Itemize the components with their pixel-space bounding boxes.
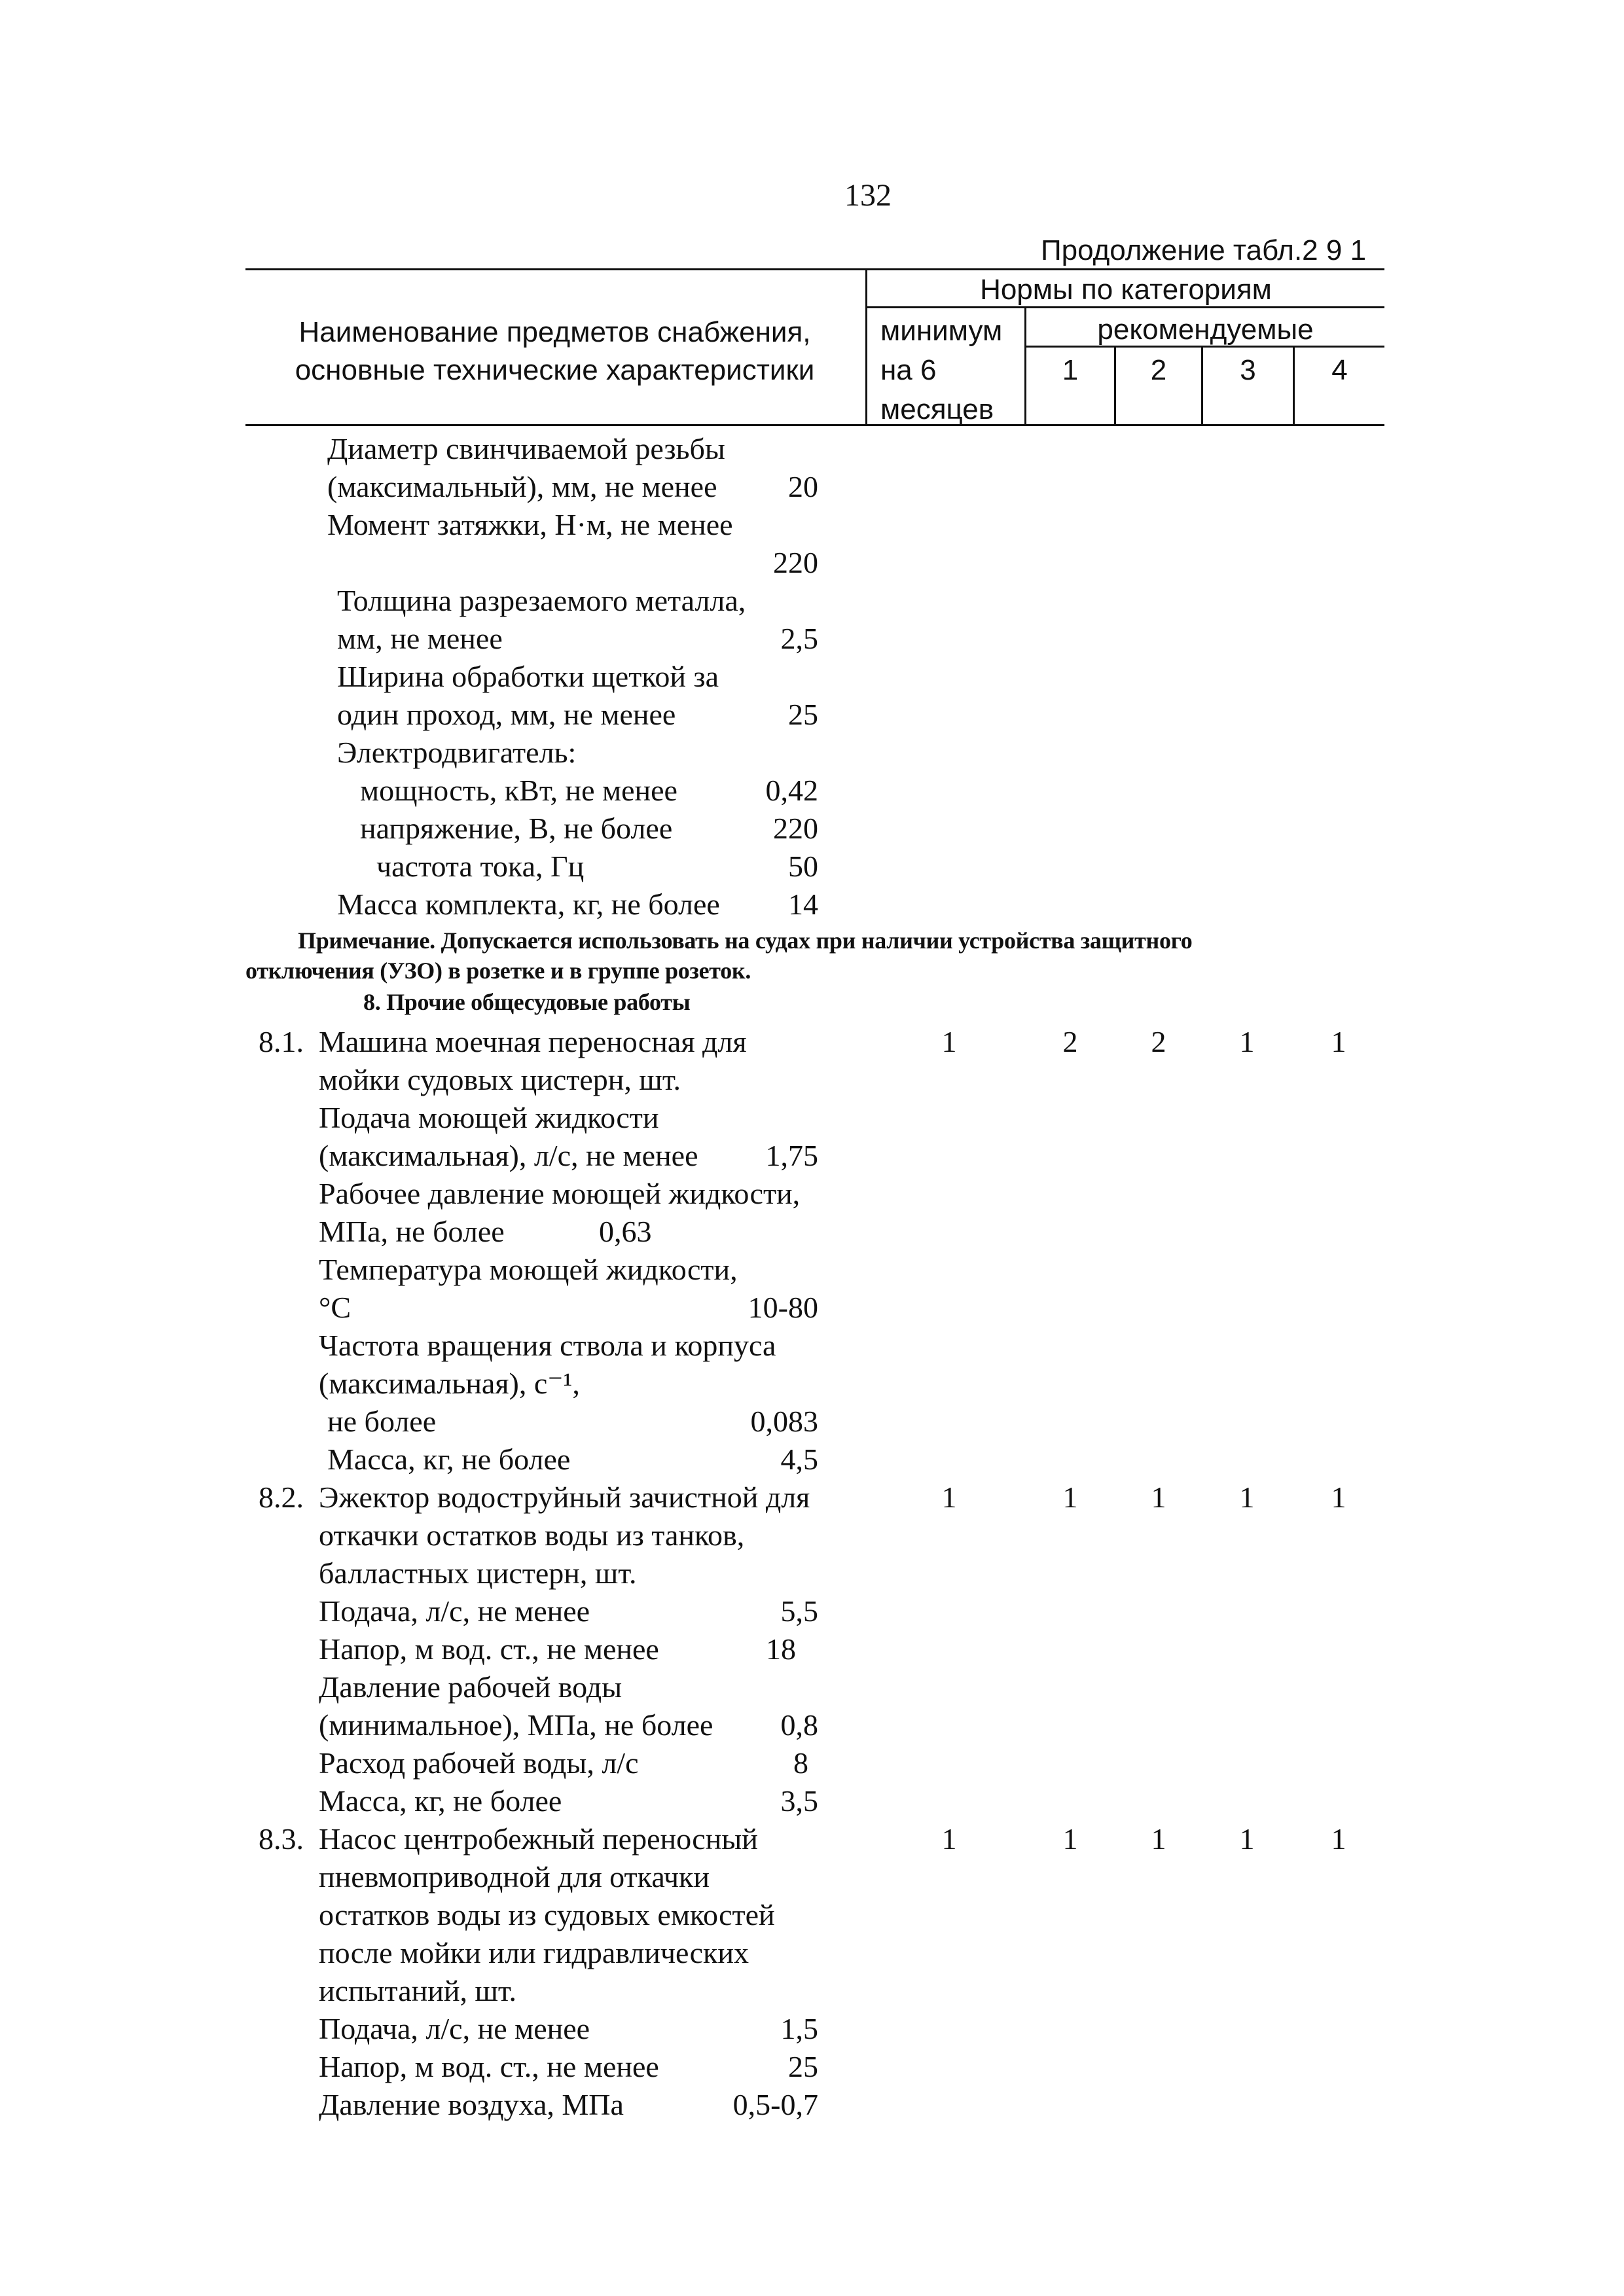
spec-text: (максимальный), мм, не менее bbox=[327, 470, 717, 503]
spec-text: Подача моющей жидкости bbox=[319, 1101, 659, 1134]
spec-value: 1,5 bbox=[780, 2012, 818, 2045]
header-minimum-line-2: на 6 bbox=[880, 354, 937, 386]
item-title-line: Эжектор водоструйный зачистной для bbox=[319, 1480, 810, 1514]
item-title-line: Машина моечная переносная для bbox=[319, 1025, 747, 1058]
spec-value: 220 bbox=[773, 812, 818, 845]
spec-value: 4,5 bbox=[780, 1443, 818, 1476]
spec-text: мм, не менее bbox=[337, 622, 503, 655]
norm-minimum: 1 bbox=[941, 1822, 957, 1856]
spec-value: 20 bbox=[788, 470, 818, 503]
norm-minimum: 1 bbox=[941, 1480, 957, 1514]
spec-text: (минимальное), МПа, не более bbox=[319, 1708, 713, 1742]
spec-text: Момент затяжки, Н·м, не менее bbox=[327, 508, 733, 541]
spec-text: Расход рабочей воды, л/с bbox=[319, 1746, 639, 1780]
spec-text: Подача, л/с, не менее bbox=[319, 1594, 590, 1628]
spec-value: 220 bbox=[773, 546, 818, 579]
item-number: 8.1. bbox=[259, 1025, 304, 1058]
norm-cat-2: 1 bbox=[1151, 1822, 1166, 1856]
spec-value: 0,42 bbox=[765, 774, 818, 807]
spec-text: не более bbox=[327, 1405, 437, 1438]
spec-text: Напор, м вод. ст., не менее bbox=[319, 1632, 659, 1666]
spec-value: 25 bbox=[788, 2050, 818, 2083]
spec-text: Диаметр свинчиваемой резьбы bbox=[327, 432, 725, 465]
spec-text: Масса, кг, не более bbox=[319, 1784, 562, 1818]
spec-text: °С bbox=[319, 1291, 352, 1324]
item-title-line: после мойки или гидравлических bbox=[319, 1936, 749, 1969]
spec-text: один проход, мм, не менее bbox=[337, 698, 676, 731]
norm-cat-4: 1 bbox=[1331, 1822, 1346, 1856]
spec-value: 3,5 bbox=[780, 1784, 818, 1818]
norm-cat-2: 2 bbox=[1151, 1025, 1166, 1058]
spec-value: 2,5 bbox=[780, 622, 818, 655]
spec-value: 25 bbox=[788, 698, 818, 731]
norm-cat-2: 1 bbox=[1151, 1480, 1166, 1514]
table-top-rule bbox=[245, 268, 1384, 270]
note-line-1: Примечание. Допускается использовать на судах при наличии устройства защитного bbox=[298, 927, 1193, 954]
spec-text: напряжение, В, не более bbox=[360, 812, 673, 845]
continuation-label: Продолжение табл.2 9 1 bbox=[1041, 234, 1367, 266]
spec-text: Электродвигатель: bbox=[337, 736, 577, 769]
spec-value: 8 bbox=[793, 1746, 808, 1780]
spec-text: (максимальная), л/с, не менее bbox=[319, 1139, 698, 1172]
spec-text: Подача, л/с, не менее bbox=[319, 2012, 590, 2045]
note-line-2: отключения (УЗО) в розетке и в группе розеток. bbox=[245, 958, 751, 984]
spec-value: 5,5 bbox=[780, 1594, 818, 1628]
header-category-3: 3 bbox=[1240, 354, 1256, 386]
item-title-line: Насос центробежный переносный bbox=[319, 1822, 758, 1856]
header-minimum-line-1: минимум bbox=[880, 315, 1003, 347]
spec-value: 10-80 bbox=[748, 1291, 818, 1324]
header-recommended: рекомендуемые bbox=[1097, 314, 1314, 346]
spec-value: 0,8 bbox=[780, 1708, 818, 1742]
spec-text: МПа, не более bbox=[319, 1215, 505, 1248]
header-category-4: 4 bbox=[1331, 354, 1348, 386]
norm-cat-3: 1 bbox=[1239, 1025, 1255, 1058]
page-number: 132 bbox=[844, 178, 892, 213]
section-title: 8. Прочие общесудовые работы bbox=[363, 989, 691, 1015]
norm-minimum: 1 bbox=[941, 1025, 957, 1058]
norm-cat-3: 1 bbox=[1239, 1822, 1255, 1856]
header-category-1: 1 bbox=[1062, 354, 1079, 386]
spec-text: Ширина обработки щеткой за bbox=[337, 660, 719, 693]
spec-text: Напор, м вод. ст., не менее bbox=[319, 2050, 659, 2083]
spec-text: Частота вращения ствола и корпуса bbox=[319, 1329, 776, 1362]
item-title-line: балластных цистерн, шт. bbox=[319, 1556, 637, 1590]
norm-cat-1: 1 bbox=[1062, 1480, 1078, 1514]
spec-text: частота тока, Гц bbox=[376, 850, 585, 883]
spec-text: Масса комплекта, кг, не более bbox=[337, 888, 720, 921]
spec-text: Давление рабочей воды bbox=[319, 1670, 623, 1704]
spec-value: 50 bbox=[788, 850, 818, 883]
norm-cat-1: 1 bbox=[1062, 1822, 1078, 1856]
spec-text: Толщина разрезаемого металла, bbox=[337, 584, 746, 617]
spec-text: Рабочее давление моющей жидкости, bbox=[319, 1177, 801, 1210]
spec-value: 0,083 bbox=[750, 1405, 818, 1438]
spec-value: 14 bbox=[788, 888, 818, 921]
table-header-bottom-rule bbox=[245, 424, 1384, 426]
header-norms-title: Нормы по категориям bbox=[980, 274, 1272, 306]
header-name-line-2: основные технические характеристики bbox=[295, 354, 815, 386]
spec-text: Масса, кг, не более bbox=[327, 1443, 571, 1476]
item-number: 8.3. bbox=[259, 1822, 304, 1856]
norm-cat-3: 1 bbox=[1239, 1480, 1255, 1514]
spec-text: мощность, кВт, не менее bbox=[360, 774, 677, 807]
spec-value: 0,5-0,7 bbox=[732, 2088, 818, 2121]
item-title-line: пневмоприводной для откачки bbox=[319, 1860, 710, 1893]
header-category-2: 2 bbox=[1150, 354, 1167, 386]
norm-cat-1: 2 bbox=[1062, 1025, 1078, 1058]
item-title-line: мойки судовых цистерн, шт. bbox=[319, 1063, 681, 1096]
item-title-line: испытаний, шт. bbox=[319, 1974, 517, 2007]
spec-text: Температура моющей жидкости, bbox=[319, 1253, 738, 1286]
header-minimum-line-3: месяцев bbox=[880, 393, 994, 425]
header-name-line-1: Наименование предметов снабжения, bbox=[298, 316, 811, 348]
item-number: 8.2. bbox=[259, 1480, 304, 1514]
norm-cat-4: 1 bbox=[1331, 1025, 1346, 1058]
spec-value: 18 bbox=[766, 1632, 796, 1666]
norm-cat-4: 1 bbox=[1331, 1480, 1346, 1514]
spec-value: 0,63 bbox=[599, 1215, 652, 1248]
spec-value: 1,75 bbox=[765, 1139, 818, 1172]
spec-text: Давление воздуха, МПа bbox=[319, 2088, 624, 2121]
item-title-line: остатков воды из судовых емкостей bbox=[319, 1898, 775, 1931]
item-title-line: откачки остатков воды из танков, bbox=[319, 1518, 745, 1552]
spec-text: (максимальная), с⁻¹, bbox=[319, 1367, 580, 1400]
